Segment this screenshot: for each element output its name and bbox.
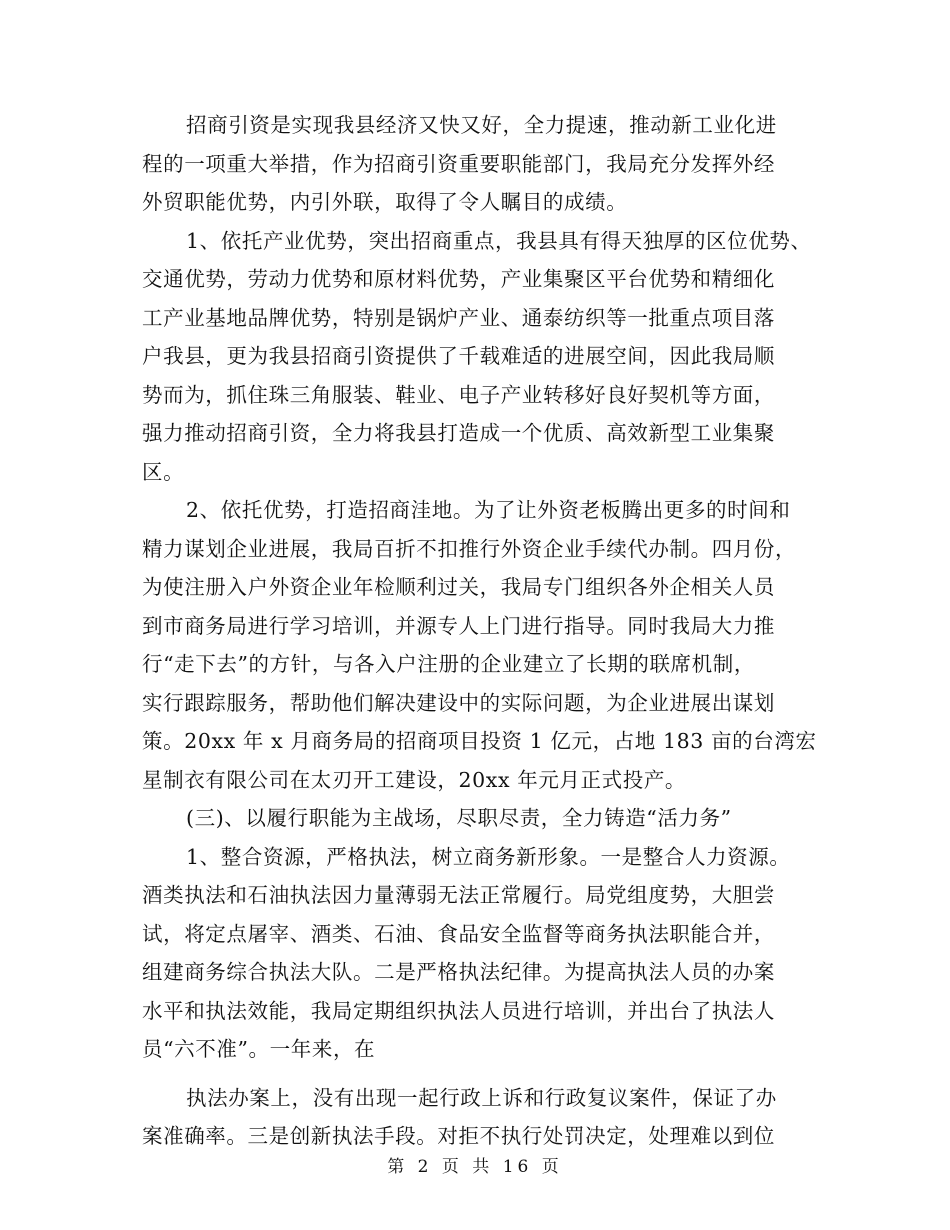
paragraph-1-line-1: 招商引资是实现我县经济又快又好，全力提速，推动新工业化进 (186, 113, 777, 137)
paragraph-2-line-7: 区。 (142, 459, 185, 484)
paragraph-4-line-3: 试，将定点屠宰、酒类、石油、食品安全监督等商务执法职能合并， (142, 921, 775, 946)
paragraph-5-line-2: 案准确率。三是创新执法手段。对拒不执行处罚决定，处理难以到位 (142, 1124, 775, 1148)
paragraph-2-line-1: 1、依托产业优势，突出招商重点，我县具有得天独厚的区位优势、 (186, 228, 812, 253)
paragraph-2-line-3: 工产业基地品牌优势，特别是锅炉产业、通泰纺织等一批重点项目落 (142, 305, 775, 330)
paragraph-4-line-1: 1、整合资源，严格执法，树立商务新形象。一是整合人力资源。 (186, 844, 791, 869)
page-footer: 第 2 页 共 16 页 (387, 1157, 563, 1177)
paragraph-3-line-4: 到市商务局进行学习培训，并源专人上门进行指导。同时我局大力推 (142, 613, 775, 638)
paragraph-4-line-2: 酒类执法和石油执法因力量薄弱无法正常履行。局党组度势，大胆尝 (142, 883, 775, 907)
paragraph-2-line-5: 势而为，抓住珠三角服装、鞋业、电子产业转移好良好契机等方面， (142, 382, 775, 407)
paragraph-gap (142, 1069, 822, 1079)
paragraph-3-line-5: 行“走下去”的方针，与各入户注册的企业建立了长期的联席机制， (142, 652, 755, 676)
paragraph-2-line-6: 强力推动招商引资，全力将我县打造成一个优质、高效新型工业集聚 (142, 421, 775, 445)
paragraph-3-line-6: 实行跟踪服务，帮助他们解决建设中的实际问题，为企业进展出谋划 (142, 690, 775, 715)
paragraph-1-line-2: 程的一项重大举措，作为招商引资重要职能部门，我局充分发挥外经 (142, 151, 775, 176)
section-heading: (三)、以履行职能为主战场，尽职尽责，全力铸造“活力务” (186, 806, 732, 830)
paragraph-4-line-6: 员“六不准”。一年来，在 (142, 1037, 376, 1061)
paragraph-4-line-5: 水平和执法效能，我局定期组织执法人员进行培训，并出台了执法人 (142, 998, 775, 1023)
body-text (142, 106, 822, 1156)
paragraph-5-line-1: 执法办案上，没有出现一起行政上诉和行政复议案件，保证了办 (186, 1085, 777, 1110)
paragraph-2-line-2: 交通优势，劳动力优势和原材料优势，产业集聚区平台优势和精细化 (142, 267, 775, 291)
paragraph-3-line-2: 精力谋划企业进展，我局百折不扣推行外资企业手续代办制。四月份， (142, 536, 797, 561)
paragraph-2-line-4: 户我县，更为我县招商引资提供了千载难适的进展空间，因此我局顺 (142, 344, 775, 368)
paragraph-3-line-1: 2、依托优势，打造招商洼地。为了让外资老板腾出更多的时间和 (186, 498, 791, 522)
paragraph-3-line-3: 为使注册入户外资企业年检顺利过关，我局专门组织各外企相关人员 (142, 575, 775, 599)
paragraph-1-line-3: 外贸职能优势，内引外联，取得了令人瞩目的成绩。 (142, 190, 628, 214)
paragraph-3-line-7: 策。20xx 年 x 月商务局的招商项目投资 1 亿元，占地 183 亩的台湾宏 (142, 729, 817, 753)
paragraph-3-line-8: 星制衣有限公司在太刃开工建设，20xx 年元月正式投产。 (142, 767, 687, 792)
paragraph-4-line-4: 组建商务综合执法大队。二是严格执法纪律。为提高执法人员的办案 (142, 960, 775, 984)
